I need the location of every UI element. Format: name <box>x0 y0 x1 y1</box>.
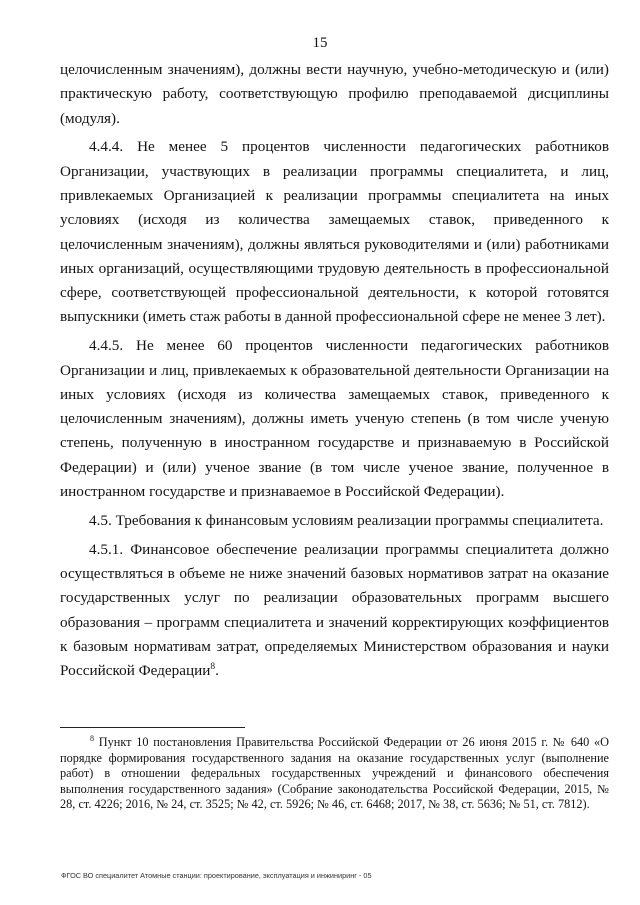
paragraph-4-4-5: 4.4.5. Не менее 60 процентов численности педагогических работников Организации и лиц, привлекаемых к образовательной деятельности Организации на иных условиях (исходя из количества замещаемых ставок, приведенного к целочисленным значениям), должны иметь ученую степень (в том числе ученую степень, полученную в иностранном государстве и признаваемую в Российской Федерации) и (или) ученое звание (в том числе ученое звание, полученное в иностранном государстве и признаваемое в Российской Федерации). <box>60 337 609 501</box>
paragraph-4-5-1 <box>60 538 609 684</box>
paragraph-4-5-heading: 4.5. Требования к финансовым условиям реализации программы специалитета. <box>89 511 604 529</box>
paragraph-4-5-1-end: . <box>215 662 219 680</box>
body-text <box>60 58 609 688</box>
paragraph-continuation: целочисленным значениям), должны вести научную, учебно-методическую и (или) практическую работу, соответствующую профилю преподаваемой дисциплины (модуля). <box>60 61 609 127</box>
footnote-number: 8 <box>90 733 94 743</box>
page-number: 15 <box>312 35 328 51</box>
page-footer: ФГОС ВО специалитет Атомные станции: проектирование, эксплуатация и инжиниринг - 05 <box>61 871 372 880</box>
paragraph-4-5-1-text: 4.5.1. Финансовое обеспечение реализации программы специалитета должно осуществляться в объеме не ниже значений базовых нормативов затрат на оказание государственных услуг по реализации образовательных программ высшего образования – программ специалитета и значений корректирующих коэффициентов к базовым нормативам затрат, определяемых Министерством образования и науки Российской Федерации <box>60 540 609 680</box>
footnote-reference[interactable]: 8 <box>210 662 216 673</box>
paragraph-4-4-4: 4.4.4. Не менее 5 процентов численности педагогических работников Организации, участвующих в реализации программы специалитета, и лиц, привлекаемых Организацией к реализации программы специалитета на иных условиях (исходя из количества замещаемых ставок, приведенного к целочисленным значениям), должны являться руководителями и (или) работниками иных организаций, осуществляющими трудовую деятельность в профессиональной сфере, соответствующей профессиональной деятельности, к которой готовятся выпускники (иметь стаж работы в данной профессиональной сфере не менее 3 лет). <box>60 138 609 326</box>
footnote <box>60 735 609 813</box>
footnote-text: Пункт 10 постановления Правительства Российской Федерации от 26 июня 2015 г. № 640 «О порядке формирования государственного задания на оказание государственных услуг (выполнение работ) в отношении федеральных государственных учреждений и финансового обеспечения выполнения государственного задания» (Собрание законодательства Российской Федерации, 2015, № 28, ст. 4226; 2016, № 24, ст. 3525; № 42, ст. 5926; № 46, ст. 6468; 2017, № 38, ст. 5636; № 51, ст. 7812). <box>60 735 609 812</box>
footnote-separator <box>60 727 245 728</box>
